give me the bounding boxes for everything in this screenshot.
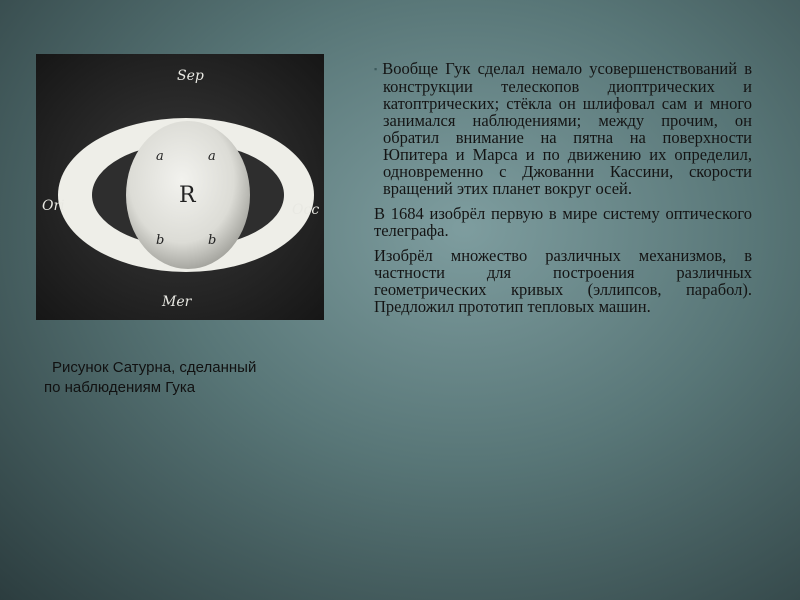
caption-line-1: Рисунок Сатурна, сделанный — [52, 359, 257, 376]
label-mer: Mer — [162, 294, 192, 310]
label-sep: Sep — [177, 68, 204, 84]
mark-a-right: a — [208, 149, 216, 164]
mark-b-right: b — [208, 233, 217, 248]
paragraph-text: В 1684 изобрёл первую в мире систему оптического телеграфа. — [374, 204, 752, 240]
body-text — [374, 60, 752, 323]
bullet-icon: ▪ — [374, 64, 381, 74]
mark-a-left: a — [156, 149, 164, 164]
caption-line-2: по наблюдениям Гука — [44, 379, 196, 396]
label-occ: Occ — [292, 202, 320, 218]
paragraph-mechanisms — [374, 247, 752, 315]
figure-caption — [44, 358, 334, 398]
saturn-drawing-svg — [36, 54, 324, 320]
paragraph-improvements — [374, 60, 752, 197]
paragraph-text: Вообще Гук сделал немало усовершенствований в конструкции телескопов диоптрических и катоптрических; стёкла он шлифовал сам и много занимался наблюдениями; между прочим, он обратил внимание на пятна на поверхности Юпитера и Марса и по движению их определил, одновременно с Джованни Кассини, скорости вращений этих планет вокруг осей. — [382, 59, 752, 198]
paragraph-text: Изобрёл множество различных механизмов, в частности для построения различных геометрических кривых (эллипсов, парабол). Предложил прототип тепловых машин. — [374, 246, 752, 316]
label-ori: Ori — [42, 198, 65, 214]
paragraph-telegraph — [374, 205, 752, 239]
saturn-drawing — [36, 54, 324, 320]
mark-b-left: b — [156, 233, 165, 248]
label-r: R — [179, 183, 196, 208]
